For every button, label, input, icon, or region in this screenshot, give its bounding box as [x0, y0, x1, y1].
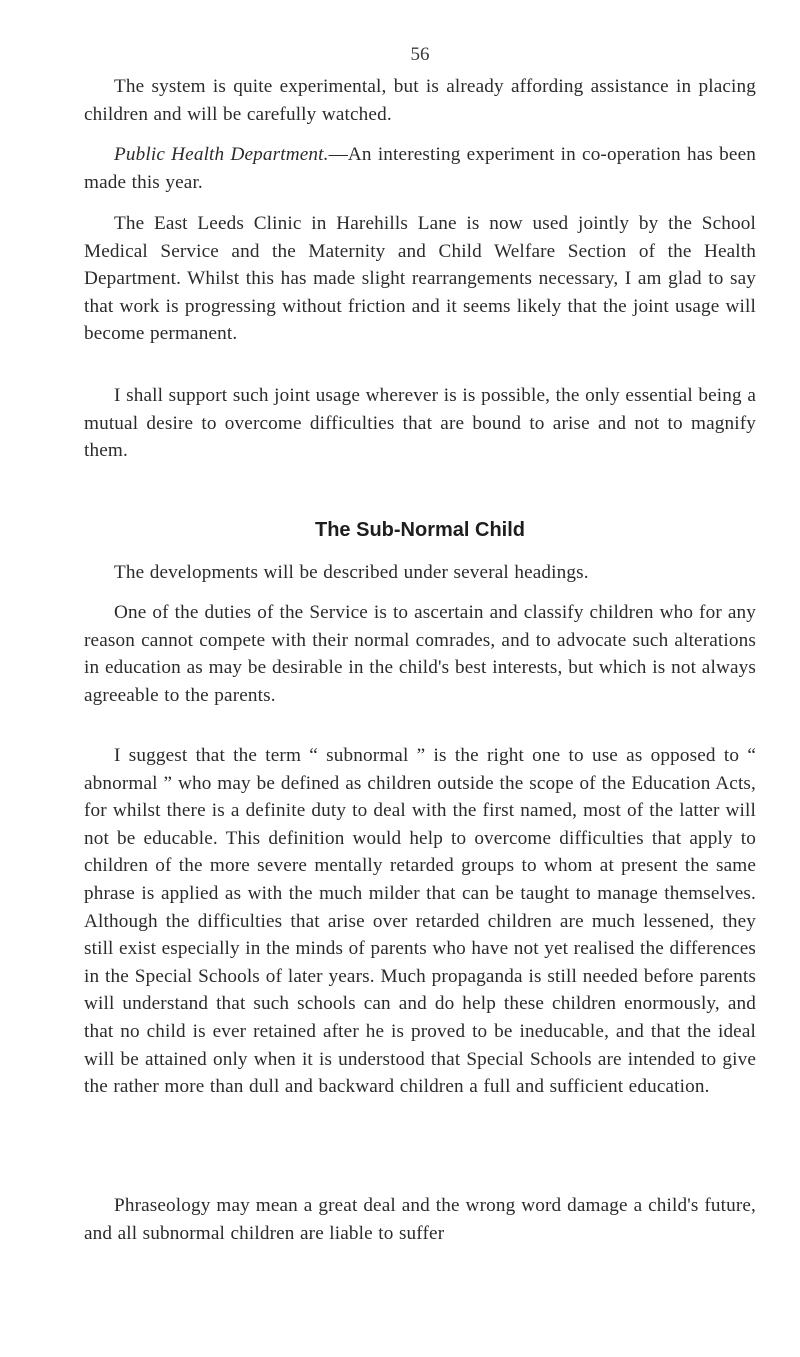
paragraph-east-leeds-clinic: The East Leeds Clinic in Harehills Lane is now used jointly by the School Medical Service and the Maternity and Child Welfare Section of the Health Department. Whilst this has made slight rearrangements necessary, I am glad to say that work is progressing without friction and it seems likely that the joint usage will become permanent. [84, 213, 756, 345]
paragraph-placement-system: The system is quite experimental, but is already affording assistance in placing children and will be carefully watched. [84, 76, 756, 125]
paragraph-lead-heading: Public Health Department. [114, 144, 329, 165]
paragraph-subnormal-term: I suggest that the term “ subnormal ” is the right one to use as opposed to “ abnormal ” who may be defined as children outside the scope of the Education Acts, for whilst there is a definite duty to deal with the first named, most of the latter will not be educable. This definition would help to overcome difficulties that apply to children of the more severe mentally retarded groups to whom at present the same phrase is applied as with the much milder that can be taught to manage themselves. Although the difficulties that arise over retarded children are much lessened, they still exist especially in the minds of parents who have not yet realised the differences in the Special Schools of later years. Much propaganda is still needed before parents will understand that such schools can and do help these children enormously, and that no child is ever retained after he is proved to be ineducable, and that the ideal will be attained only when it is understood that Special Schools are intended to give the rather more than dull and backward children a full and sufficient education. [84, 745, 756, 1098]
paragraph-public-health [84, 141, 756, 196]
paragraph-joint-usage: I shall support such joint usage wherever is is possible, the only essential being a mutual desire to overcome difficulties that are bound to arise and not to magnify them. [84, 385, 756, 462]
paragraph-body: —An interesting experiment in co-operation has been made this year. [84, 144, 756, 193]
paragraph-developments: The developments will be described under several headings. [114, 562, 589, 583]
section-heading: The Sub-Normal Child [315, 519, 525, 541]
paragraph-service-duties: One of the duties of the Service is to ascertain and classify children who for any reason cannot compete with their normal comrades, and to advocate such alterations in education as may be desirable in the child's best interests, but which is not always agreeable to the parents. [84, 602, 756, 706]
paragraph-phraseology: Phraseology may mean a great deal and the wrong word damage a child's future, and all subnormal children are liable to suffer [84, 1195, 756, 1244]
page-number: 56 [410, 44, 430, 65]
